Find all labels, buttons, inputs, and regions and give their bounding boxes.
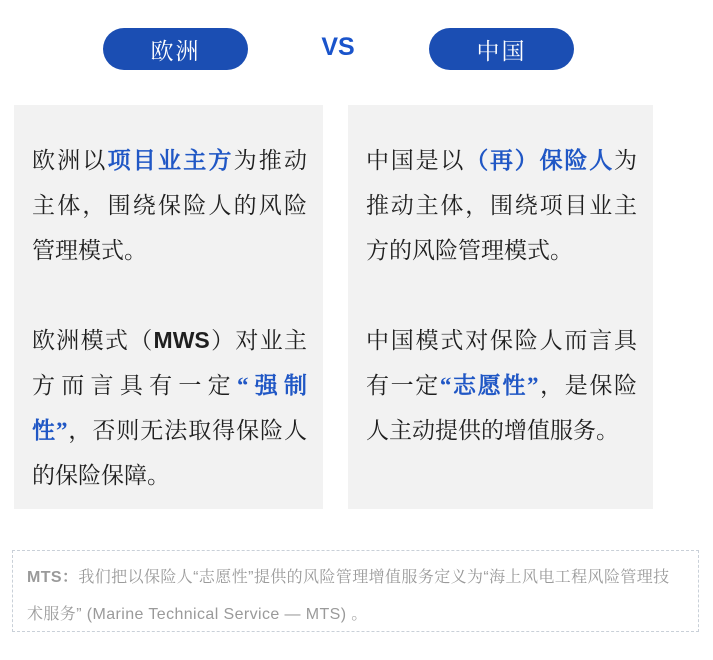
europe-p2-accent: “强制性”: [32, 373, 308, 443]
europe-paragraph-2: [32, 318, 307, 498]
china-paragraph-2: [366, 318, 637, 453]
china-p1-text: 中国是以: [366, 148, 466, 173]
china-pill: [429, 28, 574, 70]
europe-p2-text-2: ）对业主方而言具有一定: [32, 328, 308, 398]
europe-p2-text: 欧洲模式（: [32, 328, 154, 353]
china-p2-accent: “志愿性”: [439, 373, 539, 398]
vs-label: VS: [321, 33, 355, 61]
china-p2-text: 中国模式对保险人而言具有一定: [366, 328, 637, 398]
europe-pill: [103, 28, 248, 70]
china-paragraph-1: [366, 138, 637, 273]
mts-note-text: 我们把以保险人“志愿性”提供的风险管理增值服务定义为“海上风电工程风险管理技术服务” (Marine Technical Service — MTS) 。: [27, 569, 670, 623]
china-pill-label: 中国: [476, 38, 527, 64]
mts-note-box: [12, 550, 699, 632]
europe-p2-text-3: ，否则无法取得保险人的保险保障。: [32, 418, 308, 488]
europe-p1-text: 欧洲以: [32, 148, 108, 173]
europe-column: [14, 105, 323, 509]
europe-p1-text-2: 为推动主体，围绕保险人的风险管理模式。: [32, 148, 308, 263]
europe-pill-label: 欧洲: [150, 38, 201, 64]
china-p2-text-2: ，是保险人主动提供的增值服务。: [366, 373, 638, 443]
china-column: [348, 105, 653, 509]
europe-p2-mws-abbrev: MWS: [153, 327, 210, 353]
europe-p1-accent: 项目业主方: [107, 148, 234, 173]
china-p1-text-2: 为推动主体，围绕项目业主方的风险管理模式。: [366, 148, 638, 263]
china-p1-accent: （再）保险人: [465, 148, 615, 173]
europe-paragraph-1: [32, 138, 307, 273]
mts-note-label: MTS：: [27, 569, 79, 586]
